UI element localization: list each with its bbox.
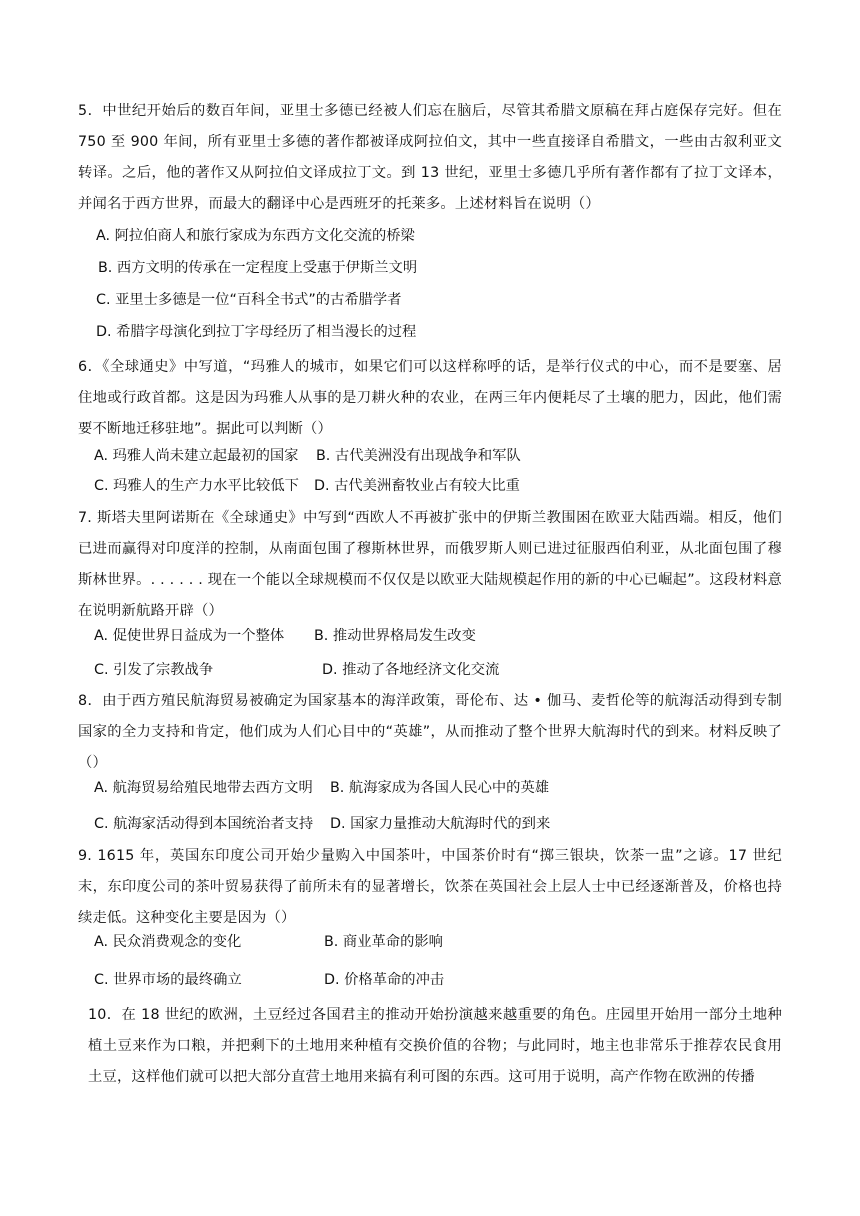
question-7-option-b[interactable]: B. 推动世界格局发生改变 (314, 628, 476, 644)
question-8-option-b[interactable]: B. 航海家成为各国人民心中的英雄 (330, 780, 550, 796)
question-6-option-b[interactable]: B. 古代美洲没有出现战争和军队 (316, 448, 521, 464)
question-9-option-b[interactable]: B. 商业革命的影响 (324, 934, 443, 950)
question-6-option-c[interactable]: C. 玛雅人的生产力水平比较低下 (94, 478, 299, 494)
question-10-stem: 10．在 18 世纪的欧洲，土豆经过各国君主的推动开始扮演越来越重要的角色。庄园里开始用一部分土地种植土豆来作为口粮，并把剩下的土地用来种植有交换价值的谷物；与此同时，地主也非常乐于推荐农民食用土豆，这样他们就可以把大部分直营土地用来搞有利可图的东西。这可用于说明，高产作物在欧洲的传播 (88, 1007, 782, 1085)
question-7-option-d[interactable]: D. 推动了各地经济文化交流 (322, 662, 500, 678)
question-7-stem: 7. 斯塔夫里阿诺斯在《全球通史》中写到“西欧人不再被扩张中的伊斯兰教围困在欧亚大陆西端。相反，他们已进而赢得对印度洋的控制，从南面包围了穆斯林世界，而俄罗斯人则已进过征服西伯利亚，从北面包围了穆斯林世界。. . . . . . 现在一个能以全球规模而不仅仅是以欧亚大陆规模起作用的新的中心已崛起”。这段材料意在说明新航路开辟（） (78, 510, 782, 619)
question-9-option-c[interactable]: C. 世界市场的最终确立 (94, 972, 242, 988)
question-5-option-a[interactable]: A. 阿拉伯商人和旅行家成为东西方文化交流的桥梁 (96, 228, 415, 244)
question-7-option-a[interactable]: A. 促使世界日益成为一个整体 (94, 628, 285, 644)
question-6-option-d[interactable]: D. 古代美洲畜牧业占有较大比重 (314, 478, 520, 494)
question-8-stem: 8．由于西方殖民航海贸易被确定为国家基本的海洋政策，哥伦布、达 • 伽马、麦哲伦等的航海活动得到专制国家的全力支持和肯定，他们成为人们心目中的“英雄”，从而推动了整个世界大航海时代的到来。材料反映了（） (78, 693, 782, 771)
question-8-option-d[interactable]: D. 国家力量推动大航海时代的到来 (330, 816, 551, 832)
question-8-option-c[interactable]: C. 航海家活动得到本国统治者支持 (94, 816, 314, 832)
question-8-option-a[interactable]: A. 航海贸易给殖民地带去西方文明 (94, 780, 313, 796)
question-7-option-c[interactable]: C. 引发了宗教战争 (94, 662, 214, 678)
question-9-option-a[interactable]: A. 民众消费观念的变化 (94, 934, 242, 950)
question-6-option-a[interactable]: A. 玛雅人尚未建立起最初的国家 (94, 448, 299, 464)
question-6-stem: 6．《全球通史》中写道，“玛雅人的城市，如果它们可以这样称呼的话，是举行仪式的中心，而不是要塞、居住地或行政首都。这是因为玛雅人从事的是刀耕火种的农业，在两三年内便耗尽了土壤的肥力，因此，他们需要不断地迁移驻地”。据此可以判断（） (78, 359, 782, 437)
question-5-option-c[interactable]: C. 亚里士多德是一位“百科全书式”的古希腊学者 (96, 292, 402, 308)
question-9-stem: 9. 1615 年，英国东印度公司开始少量购入中国茶叶，中国茶价时有“掷三银块，饮茶一盅”之谚。17 世纪末，东印度公司的茶叶贸易获得了前所未有的显著增长，饮茶在英国社会上层人士中已经逐渐普及，价格也持续走低。这种变化主要是因为（） (78, 848, 782, 926)
question-9-option-d[interactable]: D. 价格革命的冲击 (324, 972, 445, 988)
question-5-option-d[interactable]: D. 希腊字母演化到拉丁字母经历了相当漫长的过程 (96, 324, 417, 340)
question-5-option-b[interactable]: B. 西方文明的传承在一定程度上受惠于伊斯兰文明 (98, 260, 418, 276)
question-5-stem: 5．中世纪开始后的数百年间，亚里士多德已经被人们忘在脑后，尽管其希腊文原稿在拜占庭保存完好。但在 750 至 900 年间，所有亚里士多德的著作都被译成阿拉伯文，其中一些直接译自希腊文，一些由古叙利亚文转译。之后，他的著作又从阿拉伯文译成拉丁文。到 13 世纪，亚里士多德几乎所有著作都有了拉丁文译本，并闻名于西方世界，而最大的翻译中心是西班牙的托莱多。上述材料旨在说明（） (78, 103, 782, 212)
